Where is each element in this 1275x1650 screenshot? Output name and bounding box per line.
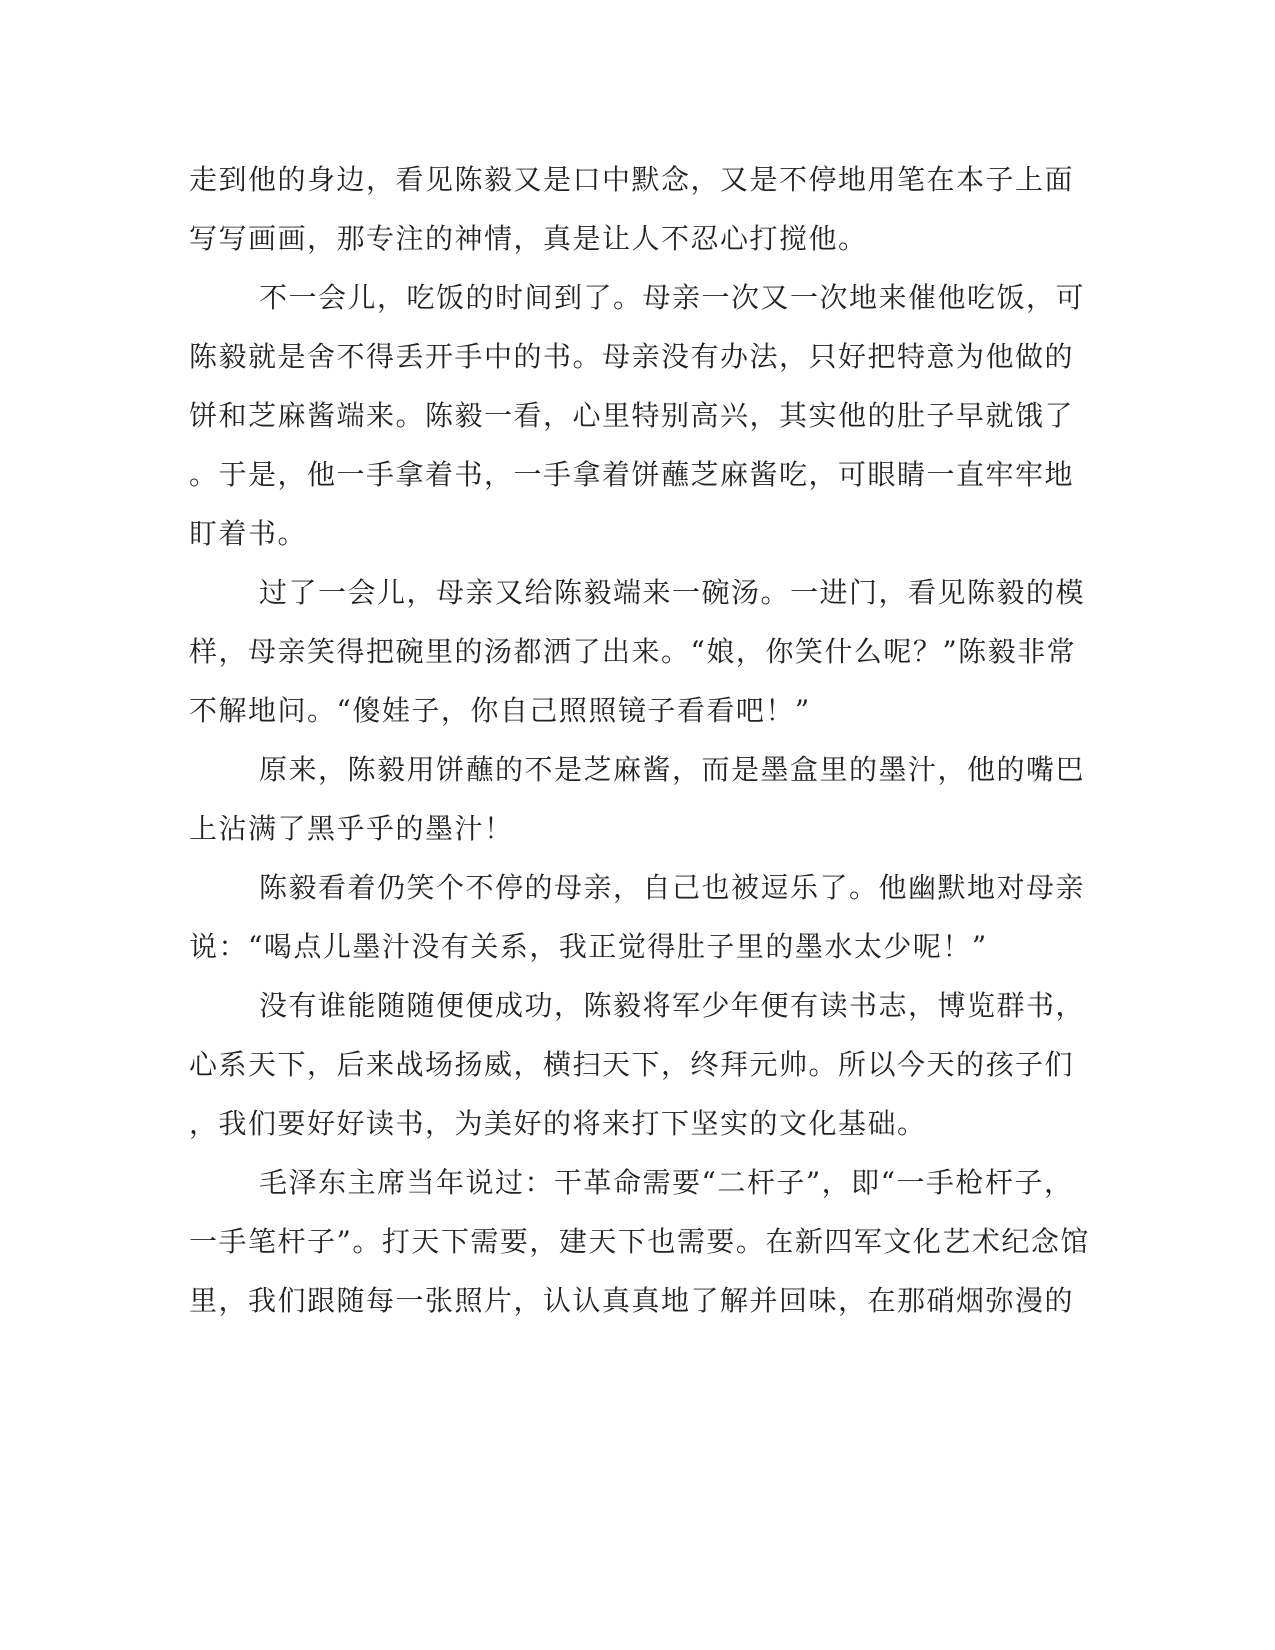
text-line: 里，我们跟随每一张照片，认认真真地了解并回味，在那硝烟弥漫的 bbox=[189, 1284, 1075, 1317]
text-line: 走到他的身边，看见陈毅又是口中默念，又是不停地用笔在本子上面 bbox=[189, 163, 1075, 196]
text-line: 。于是，他一手拿着书，一手拿着饼蘸芝麻酱吃，可眼睛一直牢牢地 bbox=[189, 458, 1075, 491]
text-line: 写写画画，那专注的神情，真是让人不忍心打搅他。 bbox=[189, 222, 868, 255]
paragraph-first-line: 不一会儿，吃饭的时间到了。母亲一次又一次地来催他吃饭，可 bbox=[259, 281, 1086, 314]
text-line: 饼和芝麻酱端来。陈毅一看，心里特别高兴，其实他的肚子早就饿了 bbox=[189, 399, 1075, 432]
paragraph-first-line: 过了一会儿，母亲又给陈毅端来一碗汤。一进门，看见陈毅的模 bbox=[259, 576, 1086, 609]
text-line: 样，母亲笑得把碗里的汤都洒了出来。“娘，你笑什么呢？”陈毅非常 bbox=[189, 635, 1077, 668]
paragraph-first-line: 没有谁能随随便便成功，陈毅将军少年便有读书志，博览群书， bbox=[259, 989, 1086, 1022]
text-line: ，我们要好好读书，为美好的将来打下坚实的文化基础。 bbox=[189, 1107, 927, 1140]
text-line: 心系天下，后来战场扬威，横扫天下，终拜元帅。所以今天的孩子们 bbox=[189, 1048, 1075, 1081]
paragraph-first-line: 原来，陈毅用饼蘸的不是芝麻酱，而是墨盒里的墨汁，他的嘴巴 bbox=[259, 753, 1086, 786]
text-line: 陈毅就是舍不得丢开手中的书。母亲没有办法，只好把特意为他做的 bbox=[189, 340, 1075, 373]
paragraph-first-line: 陈毅看着仍笑个不停的母亲，自己也被逗乐了。他幽默地对母亲 bbox=[259, 871, 1086, 904]
text-line: 上沾满了黑乎乎的墨汁！ bbox=[189, 812, 514, 845]
text-line: 一手笔杆子”。打天下需要，建天下也需要。在新四军文化艺术纪念馆 bbox=[189, 1225, 1090, 1258]
text-line: 说：“喝点儿墨汁没有关系，我正觉得肚子里的墨水太少呢！” bbox=[189, 930, 988, 963]
paragraph-first-line: 毛泽东主席当年说过：干革命需要“二杆子”，即“一手枪杆子， bbox=[259, 1166, 1074, 1199]
text-line: 盯着书。 bbox=[189, 517, 308, 550]
text-line: 不解地问。“傻娃子，你自己照照镜子看看吧！” bbox=[189, 694, 811, 727]
